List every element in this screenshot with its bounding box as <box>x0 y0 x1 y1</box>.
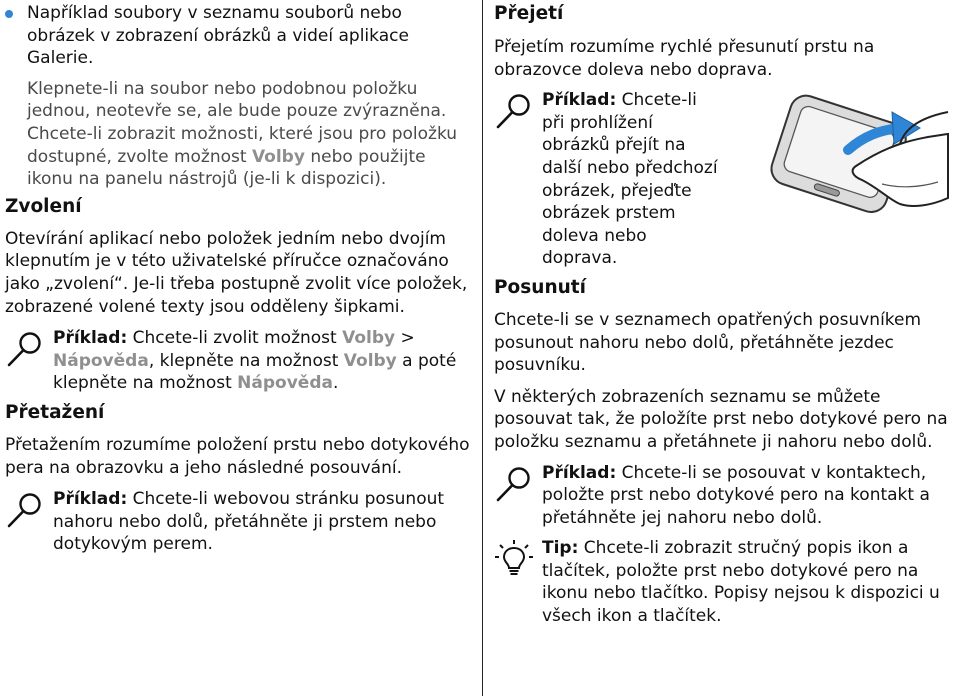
example-zvoleni-text <box>53 327 475 395</box>
prejeti-paragraph: Přejetím rozumíme rychlé přesunutí prstu na obrazovce doleva nebo doprava. <box>494 37 875 80</box>
example-text: Chcete-li se posouvat v kontaktech, položte prst nebo dotykové pero na kontakt a přetáhněte jej nahoru nebo dolů. <box>542 462 930 528</box>
magnifier-icon <box>494 91 534 131</box>
example-text: a poté klepněte na možnost <box>53 350 457 394</box>
option-volby: Volby <box>342 328 396 349</box>
left-column <box>5 2 475 556</box>
example-prejeti <box>494 89 724 270</box>
example-prejeti-text <box>542 89 724 270</box>
heading-pretazeni: Přetažení <box>5 401 105 423</box>
bullet-dot-icon <box>5 10 13 18</box>
option-napoveda: Nápověda <box>53 350 149 371</box>
option-volby: Volby <box>251 146 305 167</box>
example-zvoleni <box>5 327 475 395</box>
swipe-gesture-illustration <box>752 88 952 228</box>
example-label: Příklad: <box>542 90 617 111</box>
example-pretazeni <box>5 488 475 556</box>
example-posunuti-text <box>542 462 956 530</box>
heading-prejeti: Přejetí <box>494 3 564 24</box>
magnifier-icon <box>5 329 45 369</box>
para-text-1: Klepnete-li na soubor nebo podobnou položku jednou, neotevře se, ale bude pouze zvýrazněna. Chcete-li zobrazit možnosti, které jsou pro položku dostupné, zvolte možnost <box>27 78 458 167</box>
heading-posunuti: Posunutí <box>494 276 586 298</box>
example-text: . <box>332 373 339 394</box>
bullet-text: Například soubory v seznamu souborů nebo obrázek v zobrazení obrázků a videí aplikace Galerie. <box>27 3 409 69</box>
option-volby: Volby <box>343 350 397 371</box>
right-column <box>494 2 956 628</box>
example-label: Příklad: <box>542 462 617 483</box>
highlight-paragraph <box>5 78 475 191</box>
example-text: Chcete-li zvolit možnost <box>127 328 343 349</box>
option-napoveda: Nápověda <box>237 373 333 394</box>
tip-body: Chcete-li zobrazit stručný popis ikon a tlačítek, položte prst nebo dotykové pero na ikonu nebo tlačítko. Popisy nejsou k dispozici u všech ikon a tlačítek. <box>542 538 940 627</box>
posunuti-paragraph-1: Chcete-li se v seznamech opatřených posuvníkem posunout nahoru nebo dolů, přetáhněte jezdec posuvníku. <box>494 309 922 376</box>
tip-text <box>542 537 956 627</box>
magnifier-icon <box>5 490 45 530</box>
posunuti-paragraph-2: V některých zobrazeních seznamu se můžete posouvat tak, že položíte prst nebo dotykové pero na položku seznamu a přetáhnete ji nahoru nebo dolů. <box>494 386 948 452</box>
bullet-item <box>5 2 475 70</box>
example-posunuti <box>494 462 956 530</box>
magnifier-icon <box>494 464 534 504</box>
example-text: Chcete-li webovou stránku posunout nahoru nebo dolů, přetáhněte ji prstem nebo dotykovým perem. <box>53 489 445 555</box>
column-divider <box>482 0 483 696</box>
example-label: Příklad: <box>53 489 128 510</box>
tip-block <box>494 537 956 627</box>
para-text-2: nebo použijte ikonu na panelu nástrojů (je-li k dispozici). <box>27 146 426 190</box>
heading-zvoleni: Zvolení <box>5 195 82 217</box>
zvoleni-paragraph: Otevírání aplikací nebo položek jedním nebo dvojím klepnutím je v této uživatelské příručce označováno jako „zvolení“. Je-li třeba postupně zvolit více položek, zobrazené volené texty jsou odděleny šipkami. <box>5 228 468 317</box>
example-text: Chcete-li při prohlížení obrázků přejít na další nebo předchozí obrázek, přejeďte obrázek prstem doleva nebo doprava. <box>542 90 718 269</box>
example-text: , klepněte na možnost <box>148 350 344 371</box>
arrow-separator: > <box>395 328 415 349</box>
example-label: Příklad: <box>53 328 128 349</box>
example-pretazeni-text <box>53 488 475 556</box>
tip-label: Tip: <box>542 538 579 559</box>
lightbulb-icon <box>494 539 534 579</box>
pretazeni-paragraph: Přetažením rozumíme položení prstu nebo dotykového pera na obrazovku a jeho následné posouvání. <box>5 434 470 478</box>
